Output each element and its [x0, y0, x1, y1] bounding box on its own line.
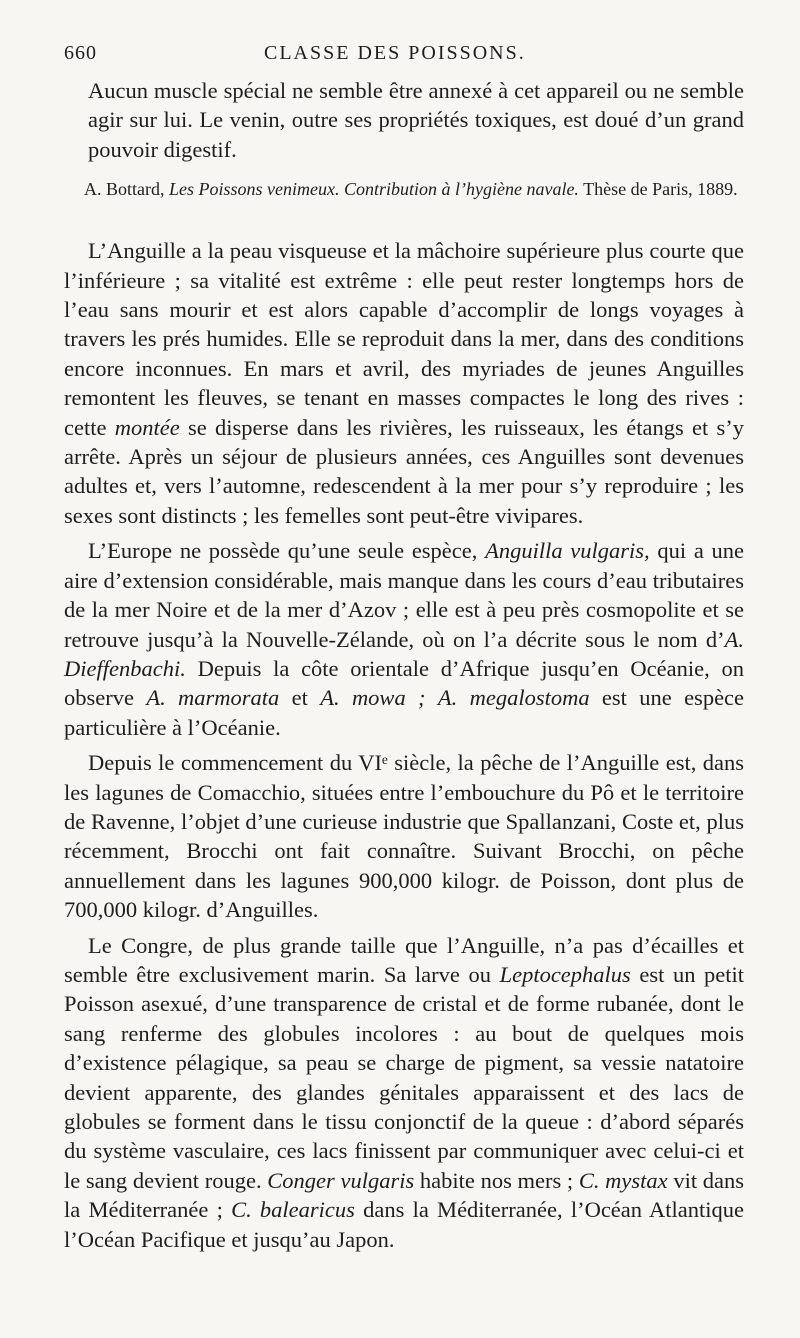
note-rest: Thèse de Paris, 1889.	[583, 179, 738, 200]
species-name: A. Dieffenbachi.	[64, 626, 744, 681]
paragraph-comacchio	[64, 748, 744, 924]
paragraph-congre	[64, 931, 744, 1254]
bibliographic-note	[64, 178, 744, 200]
century-numeral: VIᵉ	[358, 750, 388, 776]
species-name: A. marmorata	[146, 685, 280, 711]
note-title: Les Poissons venimeux. Contribution à l’hygiène navale.	[169, 179, 579, 200]
paragraph-anguille	[64, 236, 744, 530]
text-run: dans la Méditerranée, l’Océan Atlantique l’Océan Pacifique et jusqu’au Japon.	[64, 1197, 744, 1252]
text-run: qui a une aire d’extension considérable, mais manque dans les cours d’eau tributaires de la mer Noire et de la mer d’Azov ; elle est à peu près cosmopolite et se retrouve jusqu’à la Nouvelle-Zélande, où on l’a décrite sous le nom d’	[64, 538, 745, 652]
text-run: et	[291, 685, 308, 711]
species-name: A. megalostoma	[437, 685, 590, 711]
italic-term: montée	[114, 414, 180, 440]
text-run: L’Europe ne possède qu’une seule espèce,	[88, 538, 478, 564]
species-name: A. mowa ;	[320, 685, 426, 711]
text-run: vit dans la Méditerranée ;	[64, 1167, 745, 1223]
text-run: siècle, la pêche de l’Anguille est, dans les lagunes de Comacchio, situées entre l’embouchure du Pô et le territoire de Ravenne, l’objet d’une curieuse industrie que Spallanzani, Coste et, plus récemment, Brocchi ont fait connaître. Suivant Brocchi, on pêche annuellement dans les lagunes 900,000 kilogr. de Poisson, dont plus de 700,000 kilogr. d’Anguilles.	[64, 750, 745, 923]
species-name: Leptocephalus	[499, 961, 631, 987]
text-run: est une espèce particulière à l’Océanie.	[64, 685, 745, 740]
species-name: Conger vulgaris	[267, 1167, 415, 1193]
running-title: CLASSE DES POISSONS.	[264, 42, 526, 64]
page-number: 660	[64, 42, 97, 64]
page-header	[64, 36, 744, 70]
text-run: se disperse dans les rivières, les ruisseaux, les étangs et s’y arrête. Après un séjour de plusieurs années, ces Anguilles sont devenues adultes et, vers l’automne, redescendent à la mer pour s’y reproduire ; les sexes sont distincts ; les femelles sont peut-être vivipares.	[64, 414, 744, 528]
species-name: C. mystax	[578, 1167, 668, 1193]
text-run: Le Congre, de plus grande taille que l’Anguille, n’a pas d’écailles et semble être exclusivement marin. Sa larve ou	[64, 932, 744, 987]
text-run: L’Anguille a la peau visqueuse et la mâchoire supérieure plus courte que l’inférieure ; sa vitalité est extrême : elle peut rester longtemps hors de l’eau sans mourir et est alors capable d’accomplir de longs voyages à travers les prés humides. Elle se reproduit dans la mer, dans des conditions encore inconnues. En mars et avril, des myriades de jeunes Anguilles remontent les fleuves, se tenant en masses compactes le long des rives : cette	[64, 238, 744, 440]
species-name: Anguilla vulgaris,	[485, 538, 650, 564]
note-author: A. Bottard,	[84, 179, 165, 200]
text-run: habite nos mers ;	[419, 1167, 574, 1193]
paragraph-europe	[64, 536, 744, 742]
species-name: C. balearicus	[231, 1197, 355, 1223]
paragraph-venin: Aucun muscle spécial ne semble être annexé à cet appareil ou ne semble agir sur lui. Le venin, outre ses propriétés toxiques, est doué d’un grand pouvoir digestif.	[88, 78, 744, 162]
text-run: est un petit Poisson asexué, d’une transparence de cristal et de forme rubanée, dont le sang renferme des globules incolores : au bout de quelques mois d’existence pélagique, sa peau se charge de pigment, sa vessie natatoire devient apparente, des glandes génitales apparaissent et des lacs de globules se forment dans le tissu conjonctif de la queue : d’abord séparés du système vasculaire, ces lacs finissent par communiquer avec celui-ci et le sang devient rouge.	[64, 961, 745, 1193]
text-run: Depuis le commencement du	[88, 750, 353, 776]
text-run: Depuis la côte orientale d’Afrique jusqu’en Océanie, on observe	[64, 655, 744, 711]
